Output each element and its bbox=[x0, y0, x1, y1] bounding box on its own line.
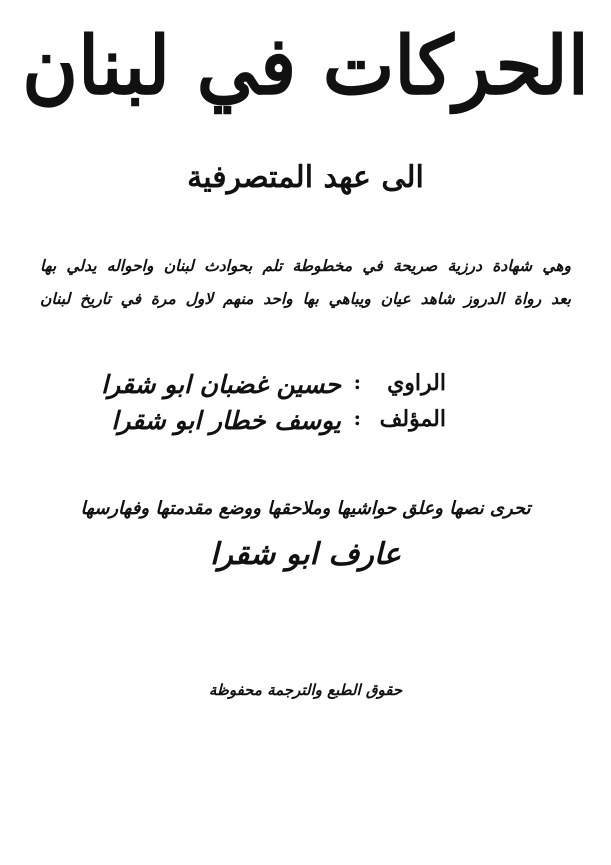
author-name: يوسف خطار ابو شقرا bbox=[111, 406, 341, 435]
author-separator: : bbox=[353, 406, 361, 430]
book-subtitle: الى عهد المتصرفية bbox=[187, 160, 424, 195]
narrator-name: حسين غضبان ابو شقرا bbox=[101, 370, 341, 399]
copyright-notice: حقوق الطبع والترجمة محفوظة bbox=[208, 681, 403, 699]
editing-statement: تحرى نصها وعلق حواشيها وملاحقها ووضع مقدمتها وفهارسها bbox=[80, 498, 531, 519]
author-role: المؤلف bbox=[379, 406, 446, 432]
editor-name: عارف ابو شقرا bbox=[210, 537, 401, 572]
narrator-role: الراوي bbox=[387, 370, 446, 396]
book-title: الحركات في لبنان bbox=[22, 18, 589, 113]
narrator-separator: : bbox=[353, 370, 361, 394]
description-line-1: وهي شهادة درزية صريحة في مخطوطة تلم بحوادث لبنان واحواله يدلي بها bbox=[40, 256, 571, 275]
description-line-2: بعد رواة الدروز شاهد عيان ويباهي بها واحد منهم لاول مرة في تاريخ لبنان bbox=[40, 289, 571, 308]
